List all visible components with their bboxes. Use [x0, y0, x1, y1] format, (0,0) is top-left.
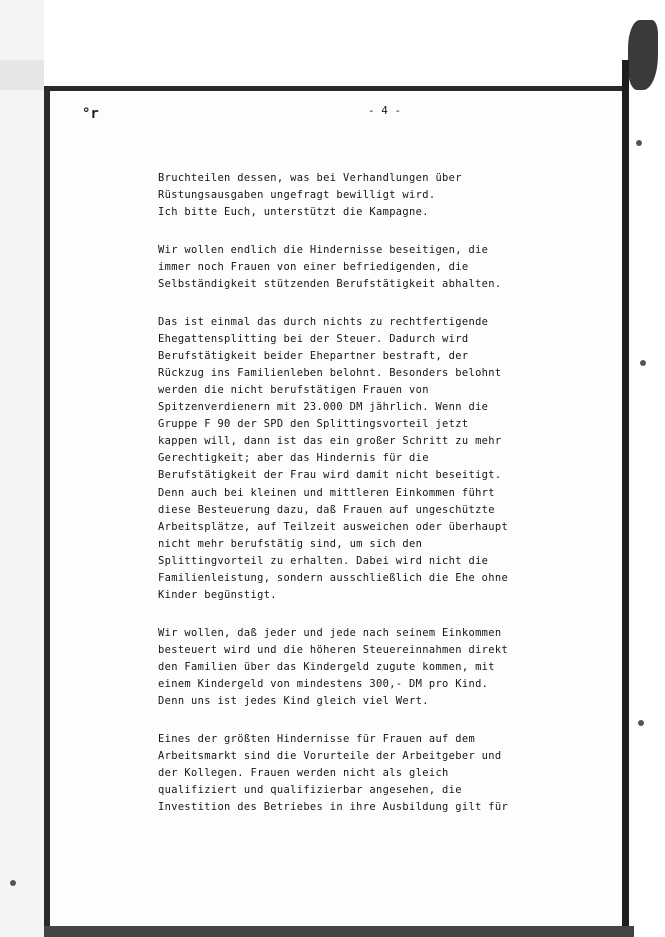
paragraph — [158, 170, 588, 221]
scan-top-edge — [44, 86, 624, 91]
scan-right-blot — [628, 20, 658, 90]
scan-left-margin — [0, 0, 44, 937]
text-line: Gruppe F 90 der SPD den Splittingsvorteil jetzt — [158, 418, 469, 431]
text-line: Wir wollen endlich die Hindernisse beseitigen, die — [158, 243, 489, 256]
text-line: Rüstungsausgaben ungefragt bewilligt wird. — [158, 189, 436, 202]
text-line: Gerechtigkeit; aber das Hindernis für die — [158, 452, 429, 465]
text-line: Berufstätigkeit der Frau wird damit nicht beseitigt. — [158, 469, 502, 482]
text-line: Kinder begünstigt. — [158, 589, 277, 602]
text-line: kappen will, dann ist das ein großer Schritt zu mehr — [158, 435, 502, 448]
paragraph — [158, 242, 588, 293]
text-line: diese Besteuerung dazu, daß Frauen auf ungeschützte — [158, 503, 495, 516]
text-line: Denn auch bei kleinen und mittleren Einkommen führt — [158, 486, 495, 499]
text-line: Spitzenverdienern mit 23.000 DM jährlich. Wenn die — [158, 401, 489, 414]
text-line: qualifiziert und qualifizierbar angesehen, die — [158, 783, 462, 796]
text-line: Bruchteilen dessen, was bei Verhandlungen über — [158, 172, 462, 184]
text-line: Berufstätigkeit beider Ehepartner bestraft, der — [158, 349, 469, 362]
text-line: nicht mehr berufstätig sind, um sich den — [158, 537, 423, 550]
text-line: Eines der größten Hindernisse für Frauen auf dem — [158, 732, 476, 745]
scan-speckle — [638, 720, 644, 726]
scan-speckle — [10, 880, 16, 886]
text-line: werden die nicht berufstätigen Frauen von — [158, 383, 429, 396]
text-line: den Familien über das Kindergeld zugute kommen, mit — [158, 660, 495, 673]
text-line: Familienleistung, sondern ausschließlich die Ehe ohne — [158, 571, 509, 584]
text-line: einem Kindergeld von mindestens 300,- DM pro Kind. — [158, 677, 489, 690]
scan-left-edge — [44, 88, 50, 937]
handwritten-mark: °r — [82, 106, 99, 122]
text-line: Rückzug ins Familienleben belohnt. Besonders belohnt — [158, 366, 502, 379]
paragraph — [158, 625, 588, 710]
paragraph — [158, 314, 588, 605]
text-line: Ehegattensplitting bei der Steuer. Dadurch wird — [158, 332, 469, 345]
page-number: - 4 - — [368, 104, 402, 117]
text-line: immer noch Frauen von einer befriedigenden, die — [158, 260, 469, 273]
document-body — [158, 170, 588, 837]
text-line: Ich bitte Euch, unterstützt die Kampagne. — [158, 206, 429, 219]
text-line: Selbständigkeit stützenden Berufstätigkeit abhalten. — [158, 277, 502, 290]
text-line: Das ist einmal das durch nichts zu rechtfertigende — [158, 315, 489, 328]
text-line: Arbeitsplätze, auf Teilzeit ausweichen oder überhaupt — [158, 520, 509, 533]
scan-bottom-edge — [44, 926, 634, 937]
text-line: der Kollegen. Frauen werden nicht als gleich — [158, 766, 449, 779]
text-line: Wir wollen, daß jeder und jede nach seinem Einkommen — [158, 626, 502, 639]
text-line: Denn uns ist jedes Kind gleich viel Wert. — [158, 695, 429, 708]
scan-top-margin — [0, 0, 665, 92]
scan-speckle — [636, 140, 642, 146]
scan-speckle — [640, 360, 646, 366]
text-line: Splittingvorteil zu erhalten. Dabei wird nicht die — [158, 554, 489, 567]
scan-right-edge — [622, 60, 629, 937]
scan-left-fold — [0, 60, 44, 90]
text-line: Investition des Betriebes in ihre Ausbildung gilt für — [158, 801, 509, 813]
paragraph — [158, 731, 588, 816]
text-line: Arbeitsmarkt sind die Vorurteile der Arbeitgeber und — [158, 749, 502, 762]
text-line: besteuert wird und die höheren Steuereinnahmen direkt — [158, 643, 509, 656]
